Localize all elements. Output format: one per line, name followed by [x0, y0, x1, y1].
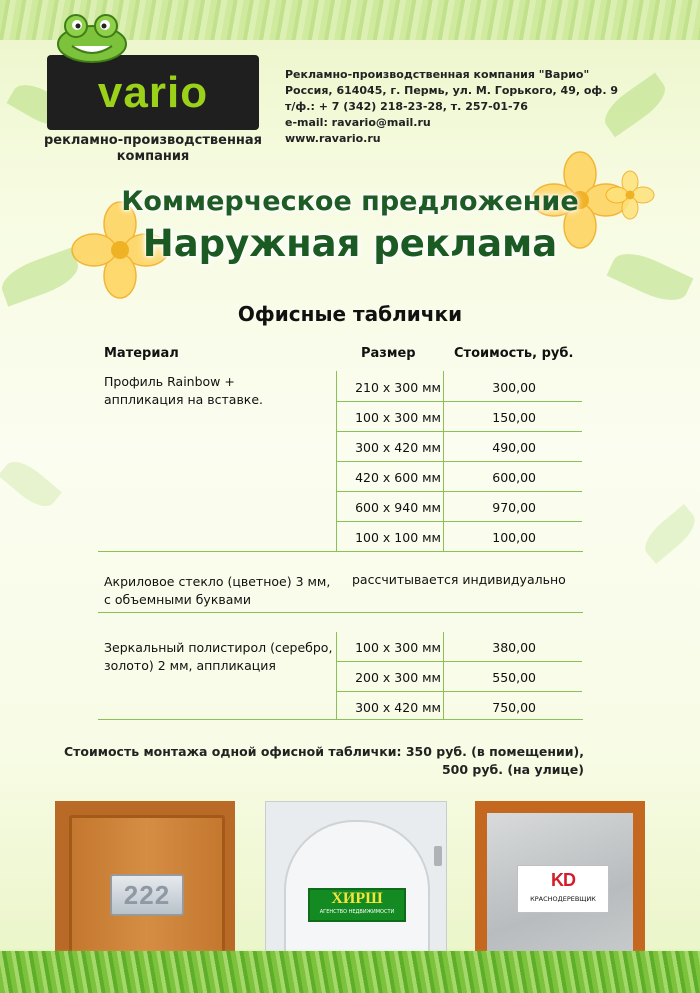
- company-address: Россия, 614045, г. Пермь, ул. М. Горького, 49, оф. 9: [285, 84, 618, 97]
- header-size: Размер: [361, 346, 416, 361]
- price-cell: 490,00: [492, 440, 536, 455]
- door-number-plate: 222: [110, 874, 184, 916]
- company-phone: т/ф.: + 7 (342) 218-23-28, т. 257-01-76: [285, 100, 528, 113]
- company-email: e-mail: ravario@mail.ru: [285, 116, 431, 129]
- installation-line: 500 руб. (на улице): [441, 762, 584, 777]
- material-group1: [104, 373, 263, 409]
- row-divider: [336, 661, 582, 662]
- installation-line: Стоимость монтажа одной офисной таблички: 350 руб. (в помещении),: [63, 744, 584, 759]
- material-group3: [104, 639, 332, 675]
- size-cell: 300 х 420 мм: [355, 440, 441, 455]
- row-divider: [336, 691, 582, 692]
- sign-title: ХИРШ: [331, 890, 383, 907]
- row-divider: [336, 521, 582, 522]
- office-sign-hirsh: [308, 888, 406, 922]
- row-divider: [336, 461, 582, 462]
- material-line: с объемными буквами: [104, 592, 251, 607]
- sign-subtitle: АГЕНСТВО НЕДВИЖИМОСТИ: [319, 909, 395, 915]
- door-photo-white: [265, 801, 447, 966]
- logo-text: vario: [97, 68, 209, 117]
- individual-price-note: рассчитывается индивидуально: [352, 572, 566, 587]
- size-cell: 210 х 300 мм: [355, 380, 441, 395]
- table-divider: [443, 632, 444, 719]
- company-name: Рекламно-производственная компания "Варио": [285, 68, 590, 81]
- section-title: Офисные таблички: [237, 302, 463, 326]
- company-website: www.ravario.ru: [285, 132, 381, 145]
- size-cell: 100 х 100 мм: [355, 530, 441, 545]
- contact-block: [285, 67, 618, 147]
- price-cell: 970,00: [492, 500, 536, 515]
- price-cell: 550,00: [492, 670, 536, 685]
- leaf-decoration: [638, 504, 700, 564]
- leaf-decoration: [0, 454, 62, 514]
- row-divider: [336, 491, 582, 492]
- row-divider: [336, 431, 582, 432]
- size-cell: 300 х 420 мм: [355, 700, 441, 715]
- price-cell: 100,00: [492, 530, 536, 545]
- material-line: Профиль Rainbow +: [104, 374, 235, 389]
- sign-logo: KD: [551, 870, 575, 890]
- price-cell: 380,00: [492, 640, 536, 655]
- material-line: Акриловое стекло (цветное) 3 мм,: [104, 574, 331, 589]
- group-separator: [98, 551, 583, 552]
- page-title: Коммерческое предложение: [121, 186, 579, 217]
- installation-note: [0, 743, 584, 779]
- row-divider: [336, 401, 582, 402]
- office-sign-kd: [517, 865, 609, 913]
- price-cell: 600,00: [492, 470, 536, 485]
- price-cell: 750,00: [492, 700, 536, 715]
- sign-name: КРАСНОДЕРЕВЩИК: [530, 895, 596, 903]
- group-separator: [98, 719, 583, 720]
- material-line: аппликация на вставке.: [104, 392, 264, 407]
- size-cell: 200 х 300 мм: [355, 670, 441, 685]
- header-material: Материал: [104, 346, 179, 361]
- group-separator: [98, 612, 583, 613]
- logo-subtitle: рекламно-производственная компания: [43, 133, 263, 164]
- size-cell: 420 х 600 мм: [355, 470, 441, 485]
- material-group2: [104, 573, 330, 609]
- grass-decoration-bottom: [0, 951, 700, 993]
- material-line: золото) 2 мм, аппликация: [104, 658, 276, 673]
- size-cell: 100 х 300 мм: [355, 410, 441, 425]
- page-subtitle: Наружная реклама: [142, 222, 558, 265]
- price-cell: 300,00: [492, 380, 536, 395]
- material-line: Зеркальный полистирол (серебро,: [104, 640, 333, 655]
- price-cell: 150,00: [492, 410, 536, 425]
- door-handle: [434, 846, 442, 866]
- size-cell: 100 х 300 мм: [355, 640, 441, 655]
- header-price: Стоимость, руб.: [454, 346, 574, 361]
- size-cell: 600 х 940 мм: [355, 500, 441, 515]
- door-photo-wood: [55, 801, 235, 964]
- door-photo-glass: [475, 801, 645, 964]
